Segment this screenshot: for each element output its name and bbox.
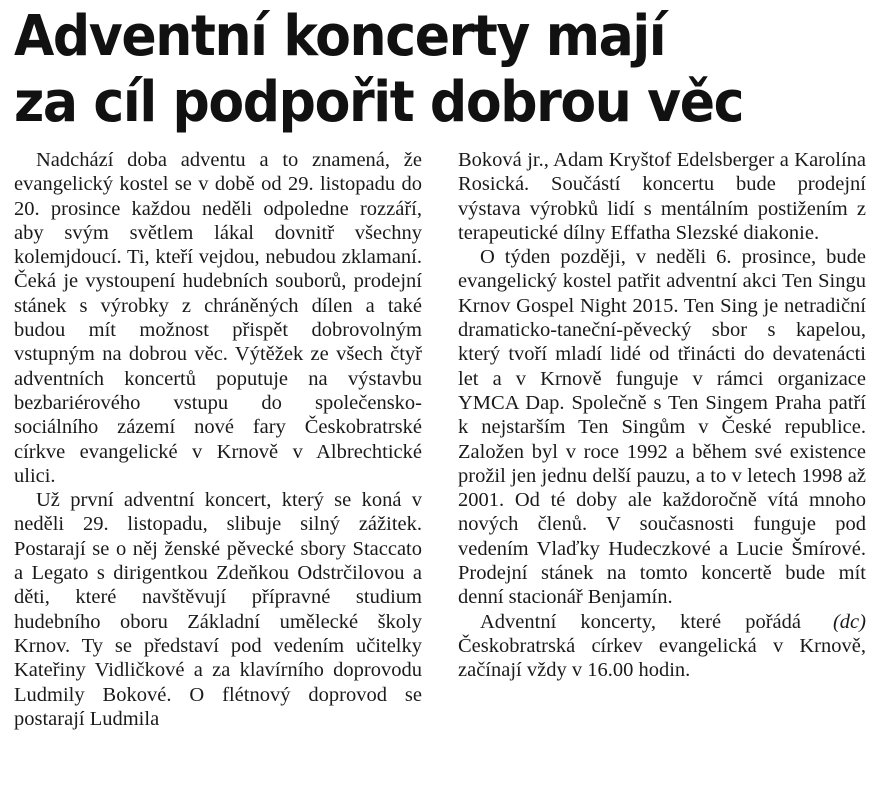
paragraph-intro: Nadchází doba adventu a to znamená, že evangelický kostel se v době od 29. listopadu do 20. prosince každou neděli odpoledne rozzáří, aby svým světlem lákal dovnitř všechny kolemjdoucí. Ti, kteří vejdou, nebudou zklamaní. Čeká je vystoupení hudebních souborů, prodejní stánek s výrobky z chráněných dílen a také budou mít možnost přispět dobrovolným vstupným na dobrou věc. Výtěžek ze všech čtyř adventních koncertů poputuje na výstavbu bezbariérového vstupu do společensko-sociálního zázemí nové fary Českobratrské církve evangelické v Krnově v Albrechtické ulici. [14,149,422,487]
paragraph-ten-sing: O týden později, v neděli 6. prosince, bude evangelický kostel patřit adventní akci Ten Singu Krnov Gospel Night 2015. Ten Sing je netradiční dramaticko-taneční-pěvecký sbor s kapelou, který tvoří mladí lidé od třinácti do devatenácti let a v Krnově funguje v rámci organizace YMCA Dap. Společně s Ten Singem Praha patří k nejstarším Ten Singům v České republice. Založen byl v roce 1992 a během své existence prožil jen jednu delší pauzu, a to v letech 1998 až 2001. Od té doby ale každoročně vítá mnoho nových členů. V současnosti funguje pod vedením Vlaďky Hudeczkové a Lucie Šmírové. Prodejní stánek na tomto koncertě bude mít denní stacionář Benjamín. [458,246,866,609]
article-body [14,148,866,798]
column-left [14,148,422,798]
paragraph-schedule [458,610,866,683]
paragraph-first-concert-continued: Boková jr., Adam Kryštof Edelsberger a Karolína Rosická. Součástí koncertu bude prodejní výstava výrobků lidí s mentálním postižením z terapeutické dílny Effatha Slezské diakonie. [458,149,866,244]
author-signature: (dc) [832,610,866,633]
column-right [458,148,866,798]
paragraph-schedule-text: Adventní koncerty, které pořádá Českobratrská církev evangelická v Krnově, začínají vždy v 16.00 hodin. [458,610,866,682]
paragraph-first-concert: Už první adventní koncert, který se koná v neděli 29. listopadu, slibuje silný zážitek. Postarají se o něj ženské pěvecké sbory Staccato a Legato s dirigentkou Zdeňkou Odstrčilovou a děti, které navštěvují přípravné studium hudebního oboru Základní umělecké školy Krnov. Ty se představí pod vedením učitelky Kateřiny Vidličkové a za klavírního doprovodu Ludmily Bokové. O flétnový doprovod se postarají Ludmila [14,489,422,730]
headline [14,4,805,136]
headline-line-1: Adventní koncerty mají [14,4,666,69]
headline-line-2: za cíl podpořit dobrou věc [14,70,744,135]
